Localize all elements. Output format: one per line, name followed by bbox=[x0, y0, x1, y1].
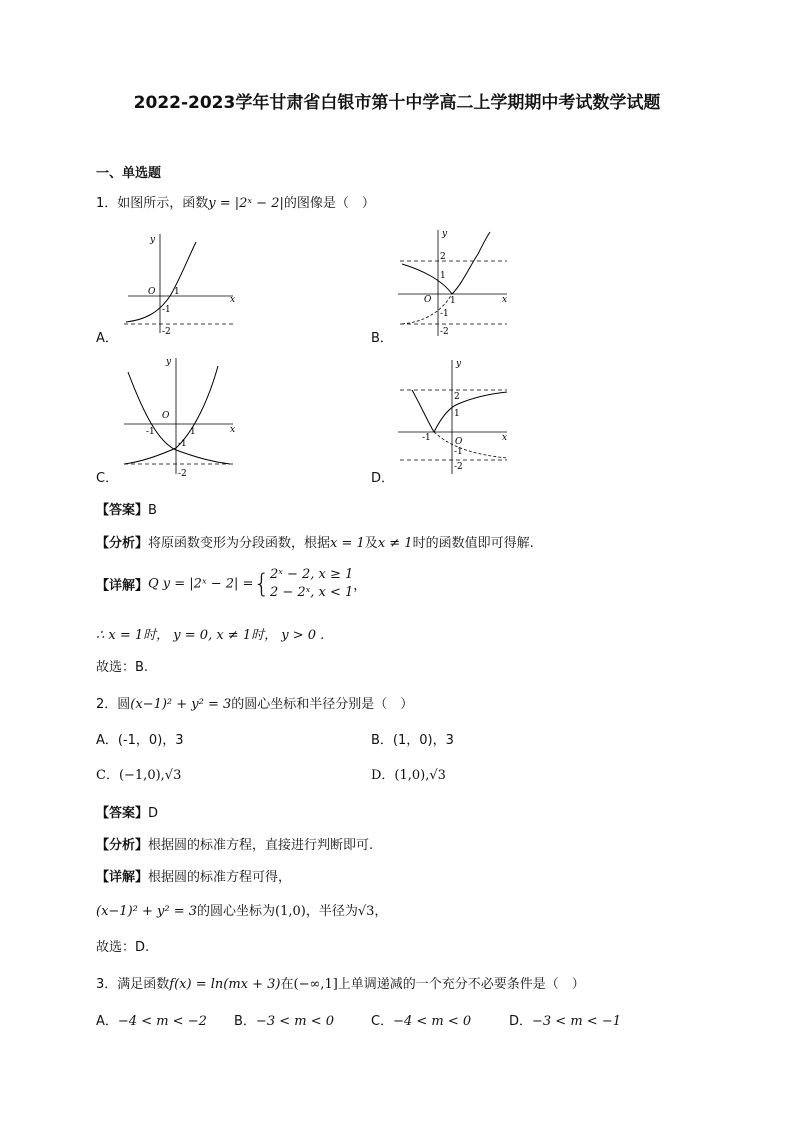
analysis-tag: 【分析】 bbox=[96, 536, 149, 551]
graph-a-x-label: x bbox=[230, 295, 236, 305]
analysis-text: 将原函数变形为分段函数，根据 bbox=[148, 536, 331, 551]
graph-c-y-label: y bbox=[166, 357, 172, 367]
graph-b-y-label: y bbox=[442, 229, 448, 239]
graph-b-x-label: x bbox=[502, 295, 508, 305]
graph-c-neg-one-x: -1 bbox=[146, 427, 155, 437]
q2-stem bbox=[96, 693, 413, 712]
graph-a bbox=[118, 228, 244, 338]
q2-detail-radius: √3 bbox=[357, 904, 375, 919]
q2-option-b[interactable]: B．(1，0)，3 bbox=[371, 733, 454, 748]
graph-d-neg-one: -1 bbox=[454, 447, 463, 457]
q3-option-c-value: −4 < m < 0 bbox=[393, 1014, 472, 1029]
q2-detail-center: (1,0) bbox=[275, 904, 306, 919]
q3-option-d-value: −3 < m < −1 bbox=[532, 1014, 621, 1029]
q2-answer bbox=[96, 802, 158, 821]
q3-option-d[interactable] bbox=[509, 1010, 621, 1029]
q2-option-c[interactable]: C．(−1,0),√3 bbox=[96, 768, 182, 783]
graph-d-x-label: x bbox=[502, 433, 508, 443]
q2-detail-mid: 的圆心坐标为 bbox=[197, 904, 276, 919]
q2-detail-formula: (x−1)² + y² = 3 bbox=[96, 904, 197, 919]
graph-d-one: 1 bbox=[454, 409, 460, 419]
q3-interval: (−∞,1] bbox=[293, 977, 338, 992]
q1-detail: 【详解】Q y = |2ˣ − 2| ={ 2ˣ − 2, x ≥ 1 2 − 2ˣ, x < 1 ， bbox=[96, 567, 367, 600]
q1-choose: 故选：B. bbox=[96, 660, 149, 675]
q1-therefore: ∴ x = 1时， y = 0, x ≠ 1时， y > 0 . bbox=[96, 628, 325, 643]
detail-piece-2: 2 − 2ˣ, x < 1 bbox=[269, 585, 354, 600]
q2-choose: 故选：D. bbox=[96, 940, 150, 955]
q3-option-a[interactable] bbox=[96, 1010, 207, 1029]
q1-stem-text: 1．如图所示，函数 bbox=[96, 196, 209, 211]
q1-analysis bbox=[96, 532, 534, 551]
q3-stem bbox=[96, 973, 585, 992]
graph-d-two: 2 bbox=[454, 392, 460, 402]
q2-detail bbox=[96, 866, 291, 885]
graph-c-origin: O bbox=[162, 411, 170, 421]
analysis-tag: 【分析】 bbox=[96, 838, 149, 853]
q1-option-c[interactable]: C． bbox=[96, 471, 119, 486]
graph-a-one: 1 bbox=[174, 287, 180, 297]
graph-c bbox=[118, 352, 244, 480]
graph-b bbox=[392, 224, 518, 338]
q1-option-b[interactable]: B． bbox=[371, 331, 393, 346]
answer-value: D bbox=[148, 806, 159, 821]
q2-stem-end: 的圆心坐标和半径分别是（ ） bbox=[231, 697, 414, 712]
graph-d-neg-one-x: -1 bbox=[422, 433, 431, 443]
q3-option-b-label: B． bbox=[234, 1014, 256, 1029]
q2-option-a[interactable]: A．(-1，0)，3 bbox=[96, 733, 184, 748]
q3-option-c-label: C． bbox=[371, 1014, 394, 1029]
graph-a-origin: O bbox=[148, 287, 156, 297]
graph-b-one-y: 1 bbox=[440, 271, 446, 281]
section-heading: 一、单选题 bbox=[96, 166, 162, 181]
graph-a-neg-two: -2 bbox=[162, 327, 171, 337]
q3-stem-mid: 在 bbox=[280, 977, 294, 992]
detail-tag: 【详解】 bbox=[96, 578, 149, 594]
detail-formula: Q y = |2ˣ − 2| = bbox=[148, 576, 254, 592]
analysis-mid: 及 bbox=[364, 536, 378, 551]
q1-option-d[interactable]: D． bbox=[371, 471, 395, 486]
q1-option-a[interactable]: A． bbox=[96, 331, 118, 346]
answer-tag: 【答案】 bbox=[96, 503, 149, 518]
q3-option-a-value: −4 < m < −2 bbox=[117, 1014, 207, 1029]
q2-detail-mid2: ，半径为 bbox=[305, 904, 358, 919]
graph-b-neg-two: -2 bbox=[440, 327, 449, 337]
graph-b-one: 1 bbox=[450, 296, 456, 306]
q3-stem-end: 上单调递减的一个充分不必要条件是（ ） bbox=[337, 977, 585, 992]
q2-option-d[interactable]: D．(1,0),√3 bbox=[371, 768, 446, 783]
graph-d-y-label: y bbox=[456, 359, 462, 369]
graph-c-neg-one: -1 bbox=[178, 439, 187, 449]
q2-detail-line2 bbox=[96, 900, 387, 919]
q1-answer bbox=[96, 499, 157, 518]
analysis-end: 时的函数值即可得解. bbox=[412, 536, 534, 551]
q1-stem-end: 的图像是（ ） bbox=[283, 196, 375, 211]
graph-d-origin: O bbox=[455, 437, 463, 447]
analysis-x1: x = 1 bbox=[330, 536, 365, 551]
q3-option-a-label: A． bbox=[96, 1014, 118, 1029]
analysis-x2: x ≠ 1 bbox=[377, 536, 413, 551]
graph-d-neg-two: -2 bbox=[454, 462, 463, 472]
graph-c-x-label: x bbox=[230, 425, 236, 435]
q3-option-b[interactable] bbox=[234, 1010, 334, 1029]
graph-c-neg-two: -2 bbox=[178, 469, 187, 479]
graph-d bbox=[392, 354, 518, 478]
detail-text: 根据圆的标准方程可得， bbox=[148, 870, 292, 885]
analysis-text: 根据圆的标准方程，直接进行判断即可. bbox=[148, 838, 374, 853]
answer-value: B bbox=[148, 503, 157, 518]
q3-stem-text: 3．满足函数 bbox=[96, 977, 170, 992]
q3-formula: f(x) = ln(mx + 3) bbox=[169, 977, 281, 992]
graph-b-origin: O bbox=[424, 295, 432, 305]
q2-stem-text: 2．圆 bbox=[96, 697, 131, 712]
detail-end: ， bbox=[353, 578, 367, 594]
q2-detail-end: ， bbox=[374, 904, 388, 919]
graph-a-neg-one: -1 bbox=[162, 305, 171, 315]
answer-tag: 【答案】 bbox=[96, 806, 149, 821]
q2-formula: (x−1)² + y² = 3 bbox=[130, 697, 232, 712]
detail-tag: 【详解】 bbox=[96, 870, 149, 885]
detail-piece-1: 2ˣ − 2, x ≥ 1 bbox=[269, 567, 354, 582]
q3-option-c[interactable] bbox=[371, 1010, 471, 1029]
q3-option-d-label: D． bbox=[509, 1014, 533, 1029]
q1-formula: y = |2ˣ − 2| bbox=[208, 196, 284, 211]
page-title: 2022-2023学年甘肃省白银市第十中学高二上学期期中考试数学试题 bbox=[133, 93, 661, 113]
q3-option-b-value: −3 < m < 0 bbox=[255, 1014, 334, 1029]
graph-c-one: 1 bbox=[190, 427, 196, 437]
graph-a-y-label: y bbox=[150, 235, 156, 245]
q1-stem bbox=[96, 192, 375, 211]
q2-analysis bbox=[96, 834, 373, 853]
graph-b-two: 2 bbox=[440, 252, 446, 262]
graph-b-neg-one: -1 bbox=[440, 309, 449, 319]
